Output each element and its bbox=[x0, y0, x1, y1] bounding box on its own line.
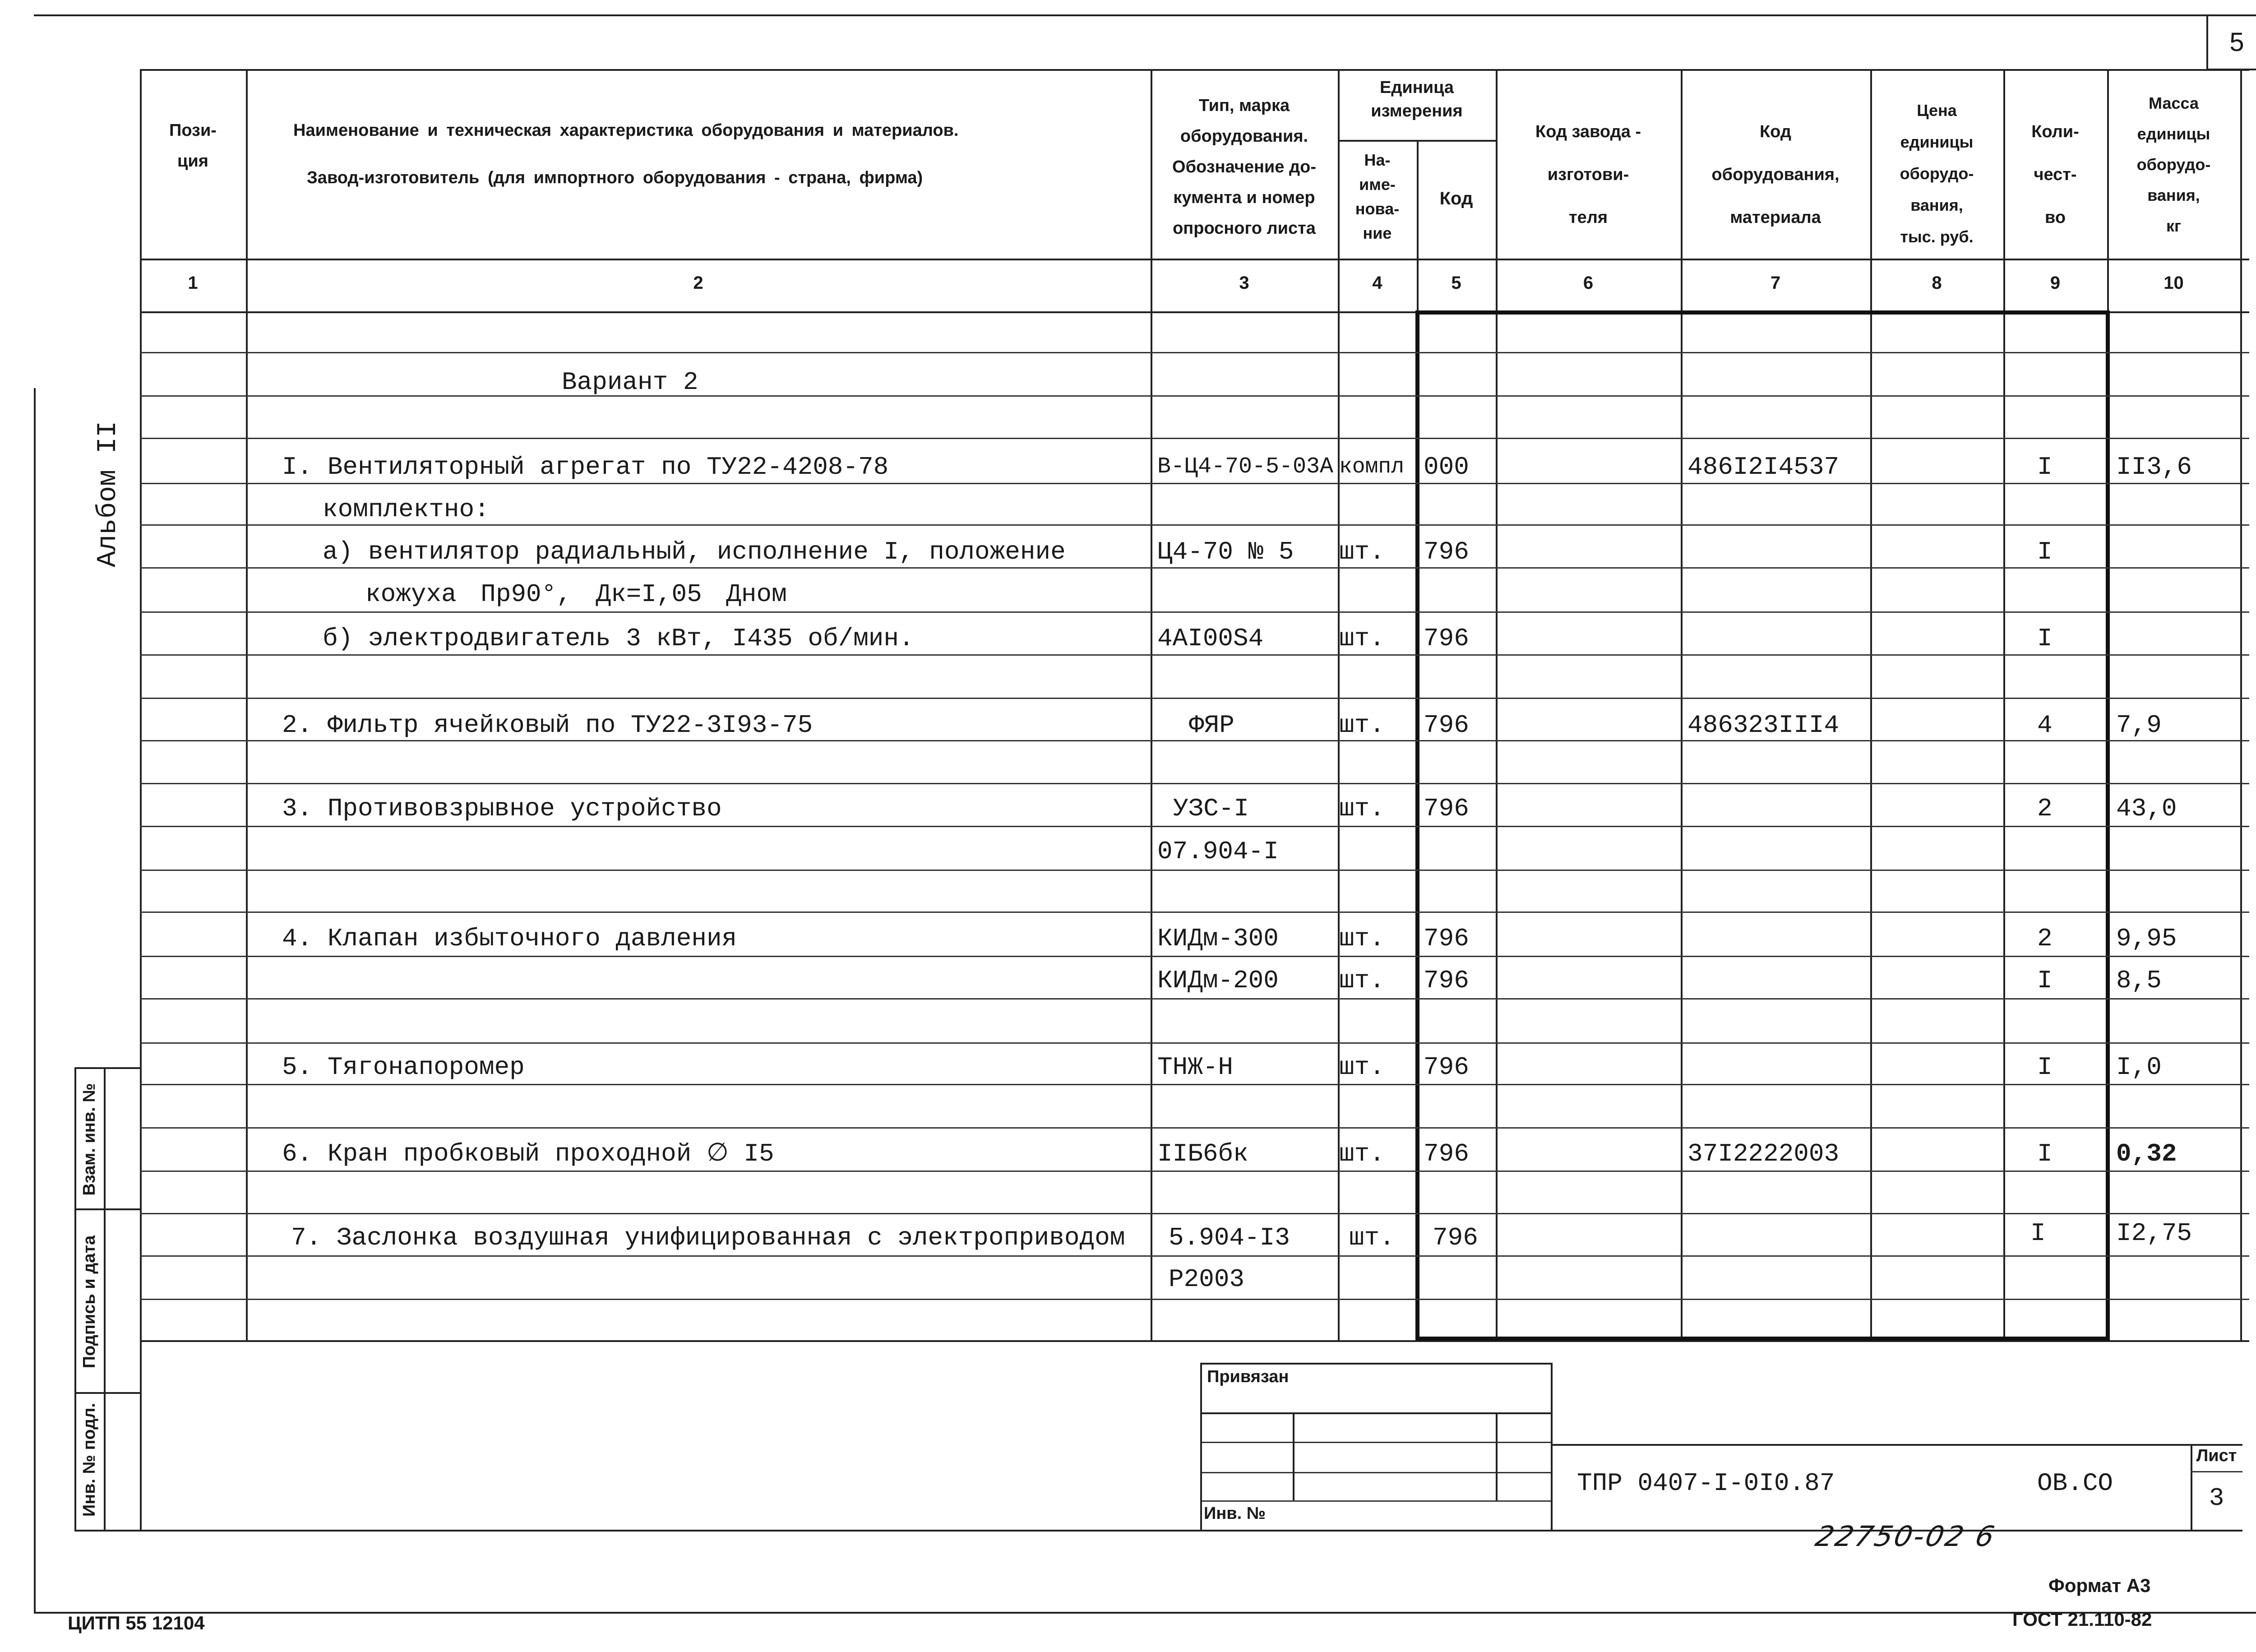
row-code: 796 bbox=[1424, 1053, 1469, 1082]
row-type: КИДм-300 bbox=[1157, 924, 1279, 953]
row-code: 796 bbox=[1424, 924, 1469, 953]
footer-gost: ГОСТ 21.110-82 bbox=[2012, 1609, 2152, 1630]
row-code: 796 bbox=[1424, 711, 1469, 740]
variant-heading: Вариант 2 bbox=[562, 368, 698, 397]
row-unit: шт. bbox=[1339, 966, 1385, 995]
row-code: 000 bbox=[1424, 453, 1469, 481]
tb-vline bbox=[1496, 1412, 1498, 1500]
header-equipment-code: Код оборудования, материала bbox=[1711, 122, 1840, 227]
col-line-10 bbox=[2240, 69, 2242, 1340]
row-qty: I bbox=[2037, 537, 2053, 566]
row-name: а) вентилятор радиальный, исполнение I, положение bbox=[323, 537, 1066, 566]
footer-format: Формат А3 bbox=[2048, 1575, 2151, 1596]
header-unit-name: На- име- нова- ние bbox=[1355, 151, 1400, 242]
row-type: УЗС-I bbox=[1173, 794, 1249, 823]
col-line-1 bbox=[246, 69, 248, 1340]
row-name: комплектно: bbox=[323, 495, 490, 524]
row-line bbox=[140, 438, 2249, 439]
inv-no-label: Инв. № bbox=[1204, 1504, 1266, 1523]
row-type: 07.904-I bbox=[1157, 837, 1279, 866]
sheet-number: 3 bbox=[2209, 1484, 2224, 1513]
row-qty: 2 bbox=[2037, 794, 2053, 823]
row-name: 5. Тягонапоромер bbox=[282, 1053, 525, 1082]
row-line bbox=[140, 698, 2249, 699]
row-type: 4АI00S4 bbox=[1157, 624, 1264, 653]
side-stamp-replace-inv: Взам. инв. № bbox=[80, 1083, 99, 1196]
row-line bbox=[140, 783, 2249, 784]
row-type: ФЯР bbox=[1189, 711, 1234, 740]
row-unit: шт. bbox=[1349, 1223, 1395, 1252]
tb-vline bbox=[1293, 1412, 1294, 1500]
row-qty: I bbox=[2037, 453, 2053, 481]
tb-vline bbox=[1551, 1363, 1553, 1530]
row-line bbox=[140, 1084, 2249, 1085]
row-line bbox=[140, 352, 2249, 353]
row-code: 796 bbox=[1424, 794, 1469, 823]
row-type: 5.904-I3 bbox=[1169, 1223, 1290, 1252]
frame-top-line bbox=[34, 14, 2256, 16]
page-number: 5 bbox=[2229, 28, 2244, 57]
side-stamp-mid bbox=[104, 1067, 106, 1530]
row-code: 796 bbox=[1424, 537, 1469, 566]
row-code: 796 bbox=[1433, 1223, 1478, 1252]
row-qty: I bbox=[2037, 624, 2053, 653]
colnum-4: 4 bbox=[1372, 273, 1382, 293]
row-type: Р2003 bbox=[1169, 1265, 1245, 1294]
colnum-1: 1 bbox=[188, 273, 198, 293]
row-name: кожуха Пр90°, Дк=I,05 Дном bbox=[365, 580, 787, 609]
side-stamp-left bbox=[74, 1067, 76, 1530]
side-stamp-top bbox=[74, 1067, 140, 1069]
row-line bbox=[140, 998, 2249, 1000]
tb-line bbox=[1200, 1363, 1552, 1365]
row-line bbox=[140, 611, 2249, 613]
header-plant-code: Код завода - изготови- теля bbox=[1535, 122, 1641, 227]
unit-group-line bbox=[1338, 140, 1496, 142]
header-unit-group: Единица измерения bbox=[1371, 78, 1463, 120]
header-name-line2: Завод-изготовитель (для импортного оборудования - страна, фирма) bbox=[307, 168, 923, 187]
tb-line bbox=[1200, 1500, 1552, 1502]
row-unit: шт. bbox=[1339, 537, 1385, 566]
document-section: ОВ.СО bbox=[2037, 1469, 2113, 1498]
row-mass: II3,6 bbox=[2116, 453, 2192, 481]
colnum-2: 2 bbox=[693, 273, 703, 293]
header-name-line1: Наименование и техническая характеристика оборудования и материалов. bbox=[293, 121, 959, 140]
row-mass: 43,0 bbox=[2116, 794, 2177, 823]
row-name: 2. Фильтр ячейковый по ТУ22-3I93-75 bbox=[282, 711, 813, 740]
row-type: В-Ц4-70-5-03А bbox=[1157, 454, 1334, 480]
col-line-2 bbox=[1151, 69, 1152, 1340]
frame-bottom-line bbox=[34, 1612, 2256, 1614]
row-name: б) электродвигатель 3 кВт, I435 об/мин. bbox=[323, 624, 914, 653]
row-qty: 2 bbox=[2037, 924, 2053, 953]
row-name: I. Вентиляторный агрегат по ТУ22-4208-78 bbox=[282, 453, 889, 481]
row-mass: 8,5 bbox=[2116, 966, 2162, 995]
row-line bbox=[140, 483, 2249, 484]
row-mass: 9,95 bbox=[2116, 924, 2177, 953]
row-qty: I bbox=[2037, 1139, 2053, 1168]
row-line bbox=[140, 1213, 2249, 1214]
row-code: 796 bbox=[1424, 1139, 1469, 1168]
side-stamp-div1 bbox=[74, 1208, 140, 1210]
row-line bbox=[140, 1299, 2249, 1300]
handwritten-number: 22750-02 6 bbox=[1812, 1520, 1999, 1553]
row-name: 3. Противовзрывное устройство bbox=[282, 794, 722, 823]
colnum-10: 10 bbox=[2164, 273, 2184, 293]
tb-line bbox=[1200, 1442, 1552, 1443]
tb-sheet-div bbox=[2191, 1471, 2242, 1472]
row-mass: 0,32 bbox=[2116, 1139, 2177, 1168]
colnum-5: 5 bbox=[1451, 273, 1461, 293]
row-line bbox=[140, 1042, 2249, 1044]
col-line-8 bbox=[2003, 69, 2005, 1340]
row-unit: шт. bbox=[1339, 1053, 1385, 1082]
row-type: КИДм-200 bbox=[1157, 966, 1279, 995]
footer-registration: ЦИТП 55 12104 bbox=[68, 1612, 205, 1633]
row-code: 796 bbox=[1424, 966, 1469, 995]
row-unit: шт. bbox=[1339, 794, 1385, 823]
row-line bbox=[140, 395, 2249, 397]
row-unit: шт. bbox=[1339, 711, 1385, 740]
table-top-line bbox=[140, 69, 2249, 71]
row-code: 796 bbox=[1424, 624, 1469, 653]
privyazan-label: Привязан bbox=[1207, 1367, 1289, 1386]
row-unit: шт. bbox=[1339, 924, 1385, 953]
thick-box-top bbox=[1415, 310, 2110, 315]
colnum-9: 9 bbox=[2050, 273, 2061, 293]
header-unit-code: Код bbox=[1439, 189, 1473, 208]
tb-line bbox=[1200, 1412, 1552, 1414]
thick-box-bottom bbox=[1415, 1337, 2110, 1341]
col-line-5 bbox=[1496, 69, 1498, 1340]
colnum-3: 3 bbox=[1239, 273, 1249, 293]
row-unit: компл bbox=[1339, 455, 1405, 479]
row-name: 6. Кран пробковый проходной ∅ I5 bbox=[282, 1139, 774, 1168]
row-name: 7. Заслонка воздушная унифицированная с электроприводом bbox=[291, 1223, 1125, 1252]
row-mass: I2,75 bbox=[2116, 1219, 2192, 1248]
row-equipment-code: 486I2I4537 bbox=[1687, 453, 1840, 481]
row-line bbox=[140, 1255, 2249, 1257]
header-unit-mass: Масса единицы оборудо- вания, кг bbox=[2136, 94, 2211, 235]
header-unit-price: Цена единицы оборудо- вания, тыс. руб. bbox=[1900, 101, 1974, 246]
row-mass: 7,9 bbox=[2116, 711, 2162, 740]
row-line bbox=[140, 1127, 2249, 1129]
row-line bbox=[140, 956, 2249, 957]
side-stamp-original-inv: Инв. № подл. bbox=[80, 1402, 99, 1517]
row-unit: шт. bbox=[1339, 1139, 1385, 1168]
side-stamp-signature-date: Подпись и дата bbox=[80, 1235, 99, 1369]
header-type: Тип, марка оборудования. Обозначение до- кумента и номер опросного листа bbox=[1172, 96, 1316, 238]
frame-left-line bbox=[34, 388, 36, 1612]
row-unit: шт. bbox=[1339, 624, 1385, 653]
header-bottom-line bbox=[140, 259, 2249, 260]
colnum-6: 6 bbox=[1583, 273, 1594, 293]
row-mass: I,0 bbox=[2116, 1053, 2162, 1082]
header-position: Пози- ция bbox=[169, 121, 217, 171]
row-qty: I bbox=[2030, 1219, 2046, 1248]
row-qty: I bbox=[2037, 1053, 2053, 1082]
colnum-8: 8 bbox=[1932, 273, 1942, 293]
header-quantity: Коли- чест- во bbox=[2031, 122, 2079, 227]
row-equipment-code: 486323III4 bbox=[1687, 711, 1840, 740]
colnum-7: 7 bbox=[1770, 273, 1781, 293]
row-qty: 4 bbox=[2037, 711, 2053, 740]
row-line bbox=[140, 870, 2249, 871]
album-label: Альбом II bbox=[93, 421, 124, 568]
col-line-7 bbox=[1870, 69, 1872, 1340]
row-type: ТНЖ-Н bbox=[1157, 1053, 1234, 1082]
tb-line bbox=[1200, 1472, 1552, 1473]
col-line-6 bbox=[1681, 69, 1683, 1340]
row-equipment-code: 37I2222003 bbox=[1687, 1139, 1840, 1168]
row-line bbox=[140, 654, 2249, 656]
sheet-label: Лист bbox=[2196, 1446, 2237, 1465]
row-name: 4. Клапан избыточного давления bbox=[282, 924, 737, 953]
row-type: IIБ6бк bbox=[1157, 1139, 1248, 1168]
row-qty: I bbox=[2037, 966, 2053, 995]
row-line bbox=[140, 912, 2249, 913]
row-line bbox=[140, 1171, 2249, 1172]
row-type: Ц4-70 № 5 bbox=[1157, 537, 1294, 566]
row-line bbox=[140, 826, 2249, 827]
tb-vline bbox=[1200, 1363, 1202, 1530]
tb-main-top bbox=[1551, 1444, 2242, 1446]
document-designation: ТПР 0407-I-0I0.87 bbox=[1577, 1469, 1835, 1498]
